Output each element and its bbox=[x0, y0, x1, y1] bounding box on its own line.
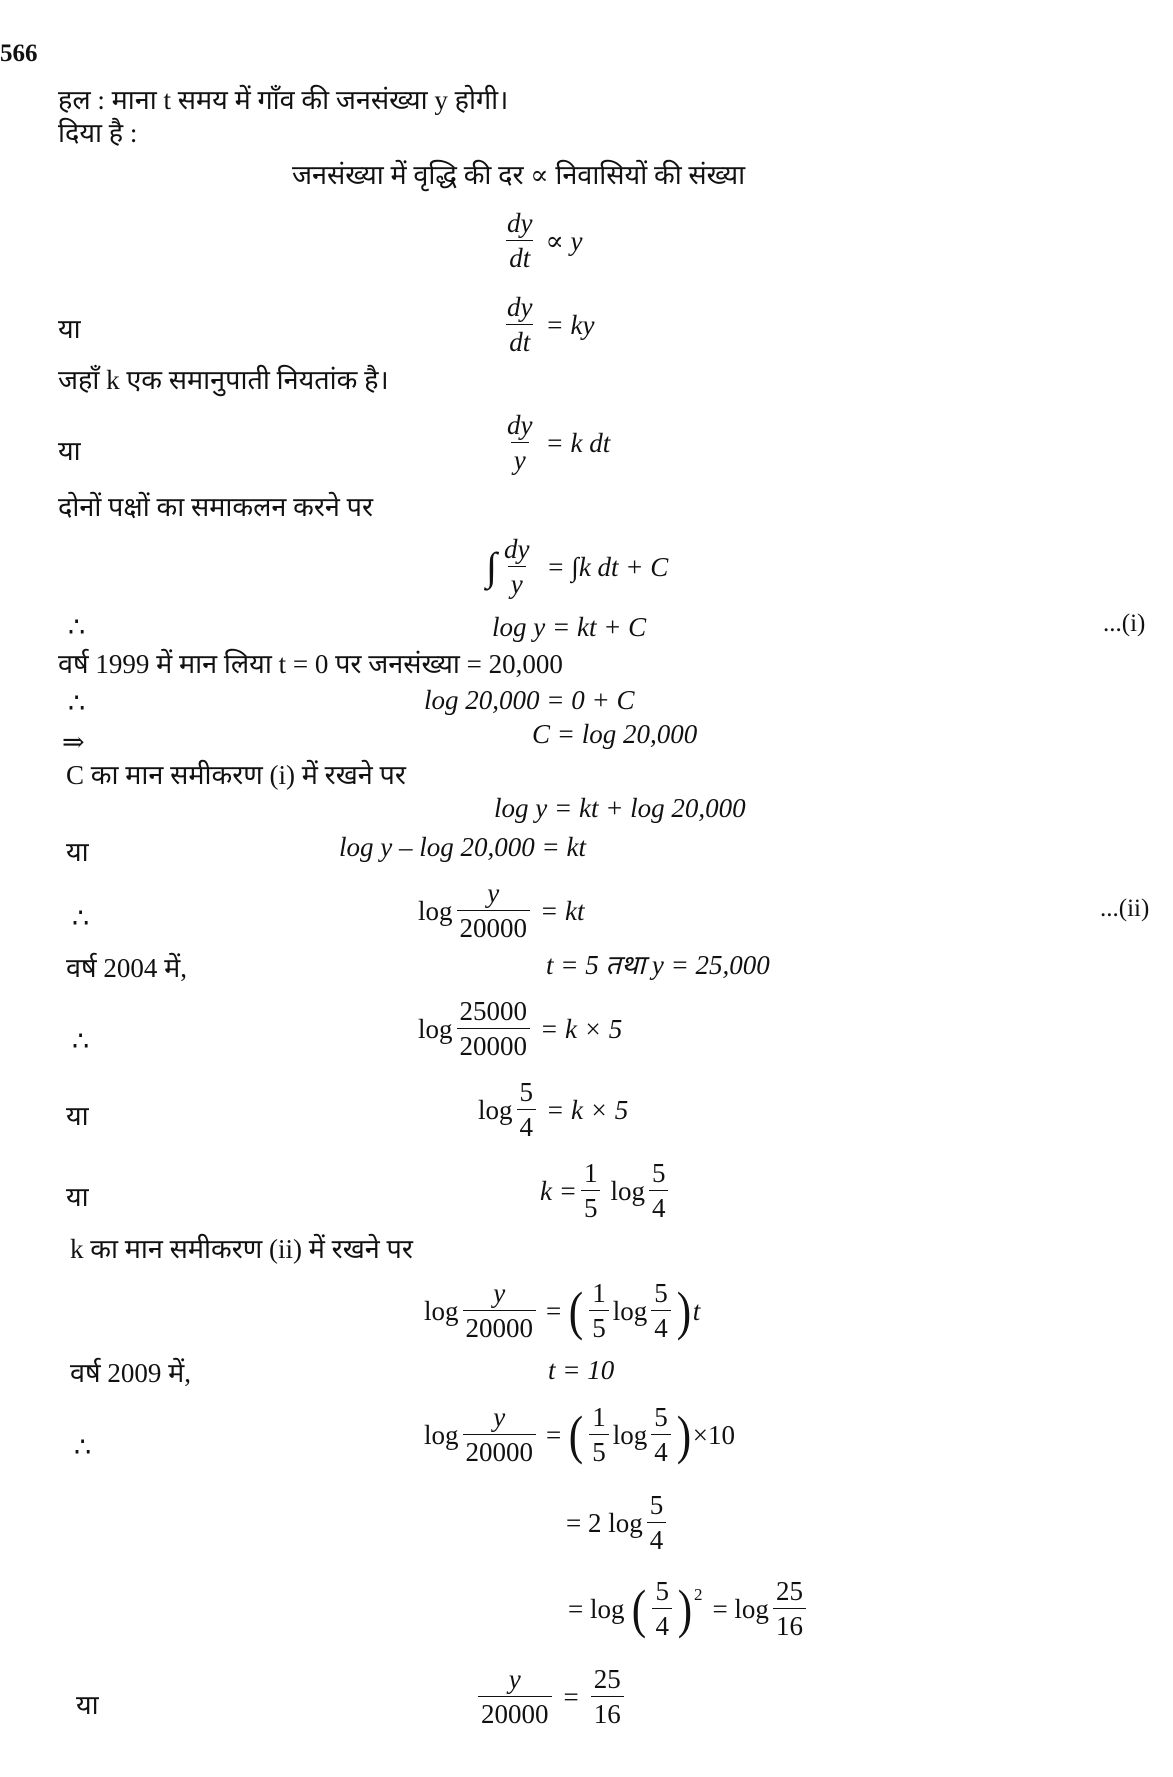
year-2004-note: वर्ष 2004 में, bbox=[66, 953, 188, 983]
equation-final-ratio: $\frac{y}{20000}$ = $\frac{25}{16}$ bbox=[474, 1662, 628, 1731]
implies-symbol: ⇒ bbox=[62, 727, 85, 757]
equation-log-ratio: log $\frac{y}{20000}$ = kt bbox=[418, 878, 585, 943]
equation-number-ii: ...(ii) bbox=[1100, 895, 1150, 922]
equation-k-value: k = $\frac{1}{5}$ log $\frac{5}{4}$ bbox=[540, 1156, 672, 1225]
solution-intro: हल : माना t समय में गाँव की जनसंख्या y होगी। bbox=[58, 85, 509, 115]
integration-note: दोनों पक्षों का समाकलन करने पर bbox=[58, 492, 374, 522]
ya-label: या bbox=[58, 436, 81, 466]
equation-dydt-ky: $\frac{dy}{dt}$ = ky bbox=[507, 292, 595, 357]
therefore-symbol: ∴ bbox=[68, 612, 86, 642]
equation-log-difference: log y – log 20,000 = kt bbox=[339, 832, 586, 862]
therefore-symbol: ∴ bbox=[72, 903, 90, 933]
ya-label: या bbox=[66, 1182, 89, 1212]
equation-integral: ∫ $\frac{dy}{y}$ = ∫k dt + C bbox=[486, 534, 669, 599]
therefore-symbol: ∴ bbox=[74, 1432, 92, 1462]
constant-note: जहाँ k एक समानुपाती नियतांक है। bbox=[58, 365, 389, 395]
ya-label: या bbox=[66, 1101, 89, 1131]
therefore-symbol: ∴ bbox=[72, 1026, 90, 1056]
equation-log-squared: = log ( $\frac{5}{4}$ ) $^2$ = log $\frac{25}{16}$ bbox=[568, 1574, 810, 1643]
ya-label: या bbox=[58, 314, 81, 344]
ya-label: या bbox=[76, 1690, 99, 1720]
substitute-k-note: k का मान समीकरण (ii) में रखने पर bbox=[70, 1234, 413, 1264]
ya-label: या bbox=[66, 837, 89, 867]
equation-log-ratio-kt: log $\frac{y}{20000}$ = ( $\frac{1}{5}$ log $\frac{5}{4}$ ) t bbox=[424, 1278, 701, 1343]
equation-log-ratio-10: log $\frac{y}{20000}$ = ( $\frac{1}{5}$ log $\frac{5}{4}$ ) ×10 bbox=[424, 1402, 735, 1467]
equation-2log: = 2 log $\frac{5}{4}$ bbox=[566, 1488, 670, 1557]
equation-log-25000: log $\frac{25000}{20000}$ = k × 5 bbox=[418, 996, 623, 1061]
year-2009-note: वर्ष 2009 में, bbox=[70, 1358, 192, 1388]
equation-log-y: log y = kt + C bbox=[492, 612, 647, 642]
substitute-c-note: C का मान समीकरण (i) में रखने पर bbox=[66, 760, 406, 790]
therefore-symbol: ∴ bbox=[68, 688, 86, 718]
equation-log-y-substituted: log y = kt + log 20,000 bbox=[494, 793, 746, 823]
given-label: दिया है : bbox=[58, 118, 138, 148]
equation-log-5-4: log $\frac{5}{4}$ = k × 5 bbox=[478, 1077, 629, 1142]
equation-t5-values: t = 5 तथा y = 25,000 bbox=[546, 950, 770, 980]
equation-log-20000: log 20,000 = 0 + C bbox=[424, 685, 635, 715]
equation-c-value: C = log 20,000 bbox=[532, 719, 698, 749]
year-1999-note: वर्ष 1999 में मान लिया t = 0 पर जनसंख्या = 20,000 bbox=[58, 649, 563, 679]
equation-number-i: ...(i) bbox=[1103, 610, 1146, 637]
equation-separated: $\frac{dy}{y}$ = k dt bbox=[507, 410, 611, 475]
proportion-statement: जनसंख्या में वृद्धि की दर ∝ निवासियों की संख्या bbox=[292, 160, 746, 190]
equation-proportional: $\frac{dy}{dt}$ ∝ y bbox=[507, 208, 583, 273]
equation-t10: t = 10 bbox=[548, 1355, 615, 1385]
page-number: 566 bbox=[0, 40, 38, 67]
